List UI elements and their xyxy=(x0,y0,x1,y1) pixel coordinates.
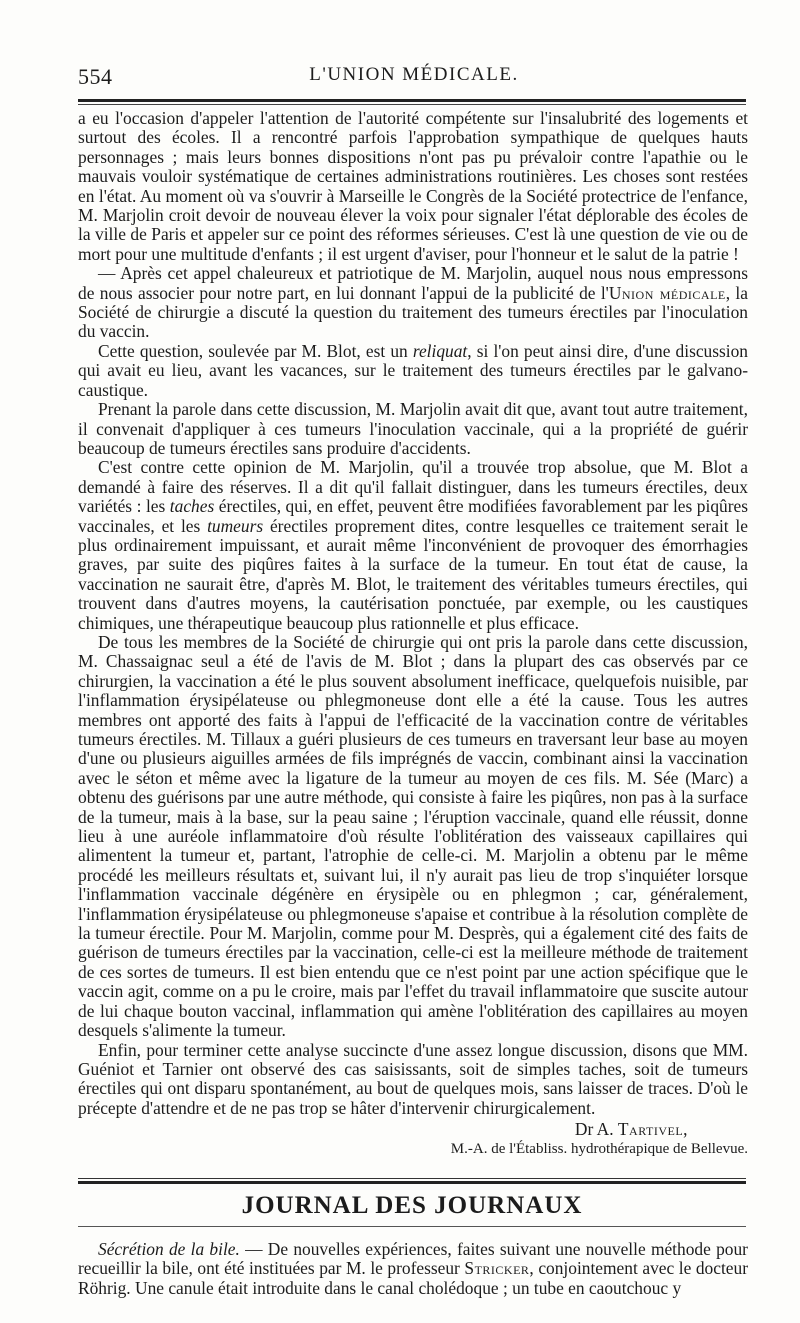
section-title: JOURNAL DES JOURNAUX xyxy=(241,1192,583,1219)
text-run: , conjointement avec le docteur Röhrig. Une canule était introduite dans le canal cholédoque ; un tube en caoutchouc y xyxy=(78,1258,748,1298)
text-run: — De nouvelles expériences, faites suivant une nouvelle méthode pour recueillir la bile, ont été instituées par M. le professeur xyxy=(78,1239,748,1279)
italic-heading: Sécrétion de la bile. xyxy=(98,1239,240,1259)
text-run: érectiles, qui, en effet, peuvent être modifiées favorablement par les piqûres vaccinales, et les xyxy=(78,496,748,536)
signature-affiliation: M.-A. de l'Établiss. hydrothérapique de Bellevue. xyxy=(450,1140,748,1157)
paragraph-5 xyxy=(78,458,748,633)
running-title: L'UNION MÉDICALE. xyxy=(309,64,519,85)
italic-term: reliquat xyxy=(412,340,468,361)
article-body xyxy=(78,109,748,1159)
section-divider xyxy=(78,1178,746,1184)
text-run: , la Société de chirurgie a discuté la question du traitement des tumeurs érectiles par l'inoculation du vaccin. xyxy=(78,282,748,342)
author-name: Tartivel, xyxy=(617,1119,688,1140)
italic-term: taches xyxy=(169,496,215,517)
section-body xyxy=(78,1240,748,1298)
paragraph-2 xyxy=(78,264,748,342)
text-run: — Après cet appel chaleureux et patriotique de M. Marjolin, auquel nous nous empressons de nous associer pour notre part, en lui donnant l'appui de la publicité de l' xyxy=(78,263,748,303)
page-header xyxy=(78,64,750,100)
text-run: érectiles proprement dites, contre lesquelles ce traitement serait le plus ordinairement impuissant, et aurait même l'inconvénient de provoquer des émorrhagies graves, par suite des piqûres faites à la surface de la tumeur. En tout état de cause, la vaccination ne saurait être, d'après M. Blot, le traitement des véritables tumeurs érectiles, qui trouvent dans d'autres moyens, la cautérisation ponctuée, par exemple, ou les caustiques chimiques, une thérapeutique beaucoup plus rationnelle et plus efficace. xyxy=(78,515,748,633)
journal-name: Union médicale xyxy=(608,282,726,303)
paragraph-6: De tous les membres de la Société de chirurgie qui ont pris la parole dans cette discussion, M. Chassaignac seul a été de l'avis de M. Blot ; dans la plupart des cas observés par ce chirurgien, la vaccination a été le plus souvent absolument inefficace, quelquefois nuisible, par l'inflammation érysipélateuse ou phlegmoneuse dont elle a été la cause. Tous les autres membres ont apporté des faits à l'appui de l'efficacité de la vaccination contre de véritables tumeurs érectiles. M. Tillaux a guéri plusieurs de ces tumeurs en traversant leur base au moyen d'une ou plusieurs aiguilles armées de fils imprégnés de vaccin, combinant ainsi la vaccination avec le séton et même avec la ligature de la tumeur au moyen de ces fils. M. Sée (Marc) a obtenu des guérisons par une autre méthode, qui consiste à faire les piqûres, non pas à la surface de la tumeur, mais à la base, sur la peau saine ; l'éruption vaccinale, quand elle réussit, donne lieu à une auréole inflammatoire d'où résulte l'oblitération des vaisseaux capillaires qui alimentent la tumeur et, partant, l'atrophie de celle-ci. M. Marjolin a obtenu par le même procédé les meilleurs résultats et, suivant lui, il n'y aurait pas lieu de trop s'inquiéter lorsque l'inflammation vaccinale dégénère en érysipèle ou en phlegmon ; car, généralement, l'inflammation érysipélateuse ou phlegmoneuse s'apaise et contribue à la résolution complète de la tumeur érectile. Pour M. Marjolin, comme pour M. Desprès, qui a également cité des faits de guérison de tumeurs érectiles par la vaccination, celle-ci est la meilleure méthode de traitement de ces sortes de tumeurs. Il est bien entendu que ce n'est point par une action spécifique que le vaccin agit, comme on a pu le croire, mais par l'effet du travail inflammatoire que suscite autour de lui chaque bouton vaccinal, inflammation qui amène l'oblitération des capillaires au moyen desquels s'alimente la tumeur. xyxy=(78,631,748,1041)
text-run: C'est contre cette opinion de M. Marjolin, qu'il a trouvée trop absolue, que M. Blot a demandé à faire des réserves. Il a dit qu'il fallait distinguer, dans les tumeurs érectiles, deux variétés : les xyxy=(78,457,748,517)
paragraph-4: Prenant la parole dans cette discussion, M. Marjolin avait dit que, avant tout autre traitement, il convenait d'appliquer à ces tumeurs l'inoculation vaccinale, qui a la propriété de guérir beaucoup de tumeurs érectiles sans produire d'accidents. xyxy=(78,399,748,458)
paragraph-bile xyxy=(78,1240,748,1298)
text-run: , si l'on peut ainsi dire, d'une discussion qui avait eu lieu, avant les vacances, sur le traitement des tumeurs érectiles par le galvano-caustique. xyxy=(78,340,749,400)
signature-name xyxy=(78,1120,748,1139)
text-run: Cette question, soulevée par M. Blot, est un xyxy=(98,340,413,361)
page-number: 554 xyxy=(78,64,113,89)
text-run: Dr A. xyxy=(574,1119,618,1140)
italic-term: tumeurs xyxy=(207,515,264,536)
paragraph-7: Enfin, pour terminer cette analyse succincte d'une assez longue discussion, disons que MM. Guéniot et Tarnier ont observé des cas saisissants, soit de simples taches, soit de tumeurs érectiles qui ont disparu spontanément, au bout de quelques mois, sans laisser de traces. D'où le précepte d'attendre et de ne pas trop se hâter d'intervenir chirurgicalement. xyxy=(78,1039,748,1118)
paragraph-3 xyxy=(78,342,748,400)
header-rule xyxy=(78,99,746,105)
professor-name: Stricker xyxy=(464,1258,530,1279)
section-title-rule xyxy=(78,1226,746,1227)
paragraph-1: a eu l'occasion d'appeler l'attention de l'autorité compétente sur l'insalubrité des logements et surtout des écoles. Il a rencontré parfois l'approbation sympathique de quelques hauts personnages ; mais leurs bonnes dispositions n'ont pas pu prévaloir contre l'apathie ou le mauvais vouloir systématique de certaines administrations routinières. Les choses sont restées en l'état. Au moment où va s'ouvrir à Marseille le Congrès de la Société protectrice de l'enfance, M. Marjolin croit devoir de nouveau élever la voix pour signaler l'état déplorable des écoles de la ville de Paris et appeler sur ce point des réformes sérieuses. C'est là une question de vie ou de mort pour une multitude d'enfants ; il est urgent d'aviser, pour l'honneur et le salut de la patrie ! xyxy=(78,108,748,264)
